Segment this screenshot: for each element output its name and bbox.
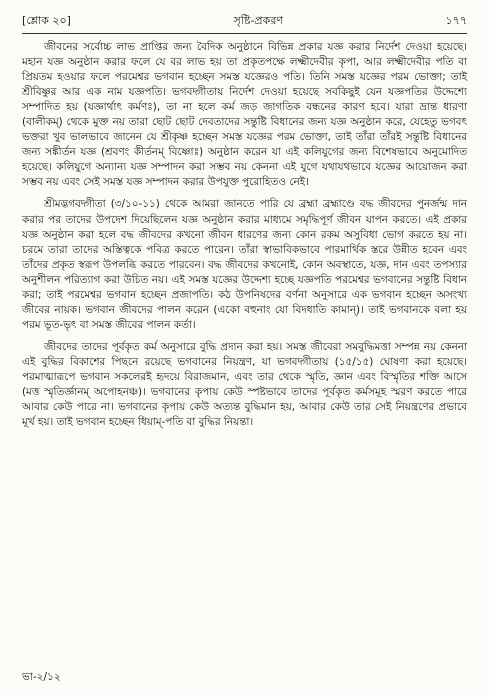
paragraph-2: শ্রীমদ্ভগবদ্গীতা (৩/১০-১১) থেকে আমরা জানতে পারি যে ব্রহ্মা ব্রহ্মাণ্ডে বদ্ধ জীবদের পুনর্জন্ম দান করার পর তাদের উপদেশ দিয়েছিলেন যজ্ঞ অনুষ্ঠান করার মাধ্যমে সমৃদ্ধিপূর্ণ জীবন যাপন করতে। এই প্রকার যজ্ঞ অনুষ্ঠান করা হলে বদ্ধ জীবদের কখনো জীবন ধারণের জন্য কোন রকম অসুবিধা ভোগ করতে হয় না। চরমে তারা তাদের অস্তিত্বকে পবিত্র করতে পারেন। তাঁরা স্বাভাবিকভাবে পারমার্থিক স্তরে উন্নীত হবেন এবং তাঁদের প্রকৃত স্বরূপ উপলব্ধি করতে পারবেন। বদ্ধ জীবদের কখনোই, কোন অবস্থাতে, যজ্ঞ, দান এবং তপস্যার অনুশীলন পরিত্যাগ করা উচিত নয়। এই সমস্ত যজ্ঞের উদ্দেশ্য হচ্ছে যজ্ঞপতি পরমেশ্বর ভগবানের সন্তুষ্টি বিধান করা; তাই পরমেশ্বর ভগবান হচ্ছেন প্রজাপতি। কঠ উপনিষদের বর্ণনা অনুসারে এক ভগবান হচ্ছেন অসংখ্য জীবের নায়ক। ভগবান জীবদের পালন করেন (একো বহুনাং যো বিদধাতি কামান্)। তাই ভগবানকে বলা হয় পরম ভূত-ভৃৎ বা সমস্ত জীবের পালন কর্তা। [22,198,467,331]
header-divider [22,33,467,34]
chapter-title: সৃষ্টি-প্রকরণ [233,14,284,27]
paragraph-3: জীবদের তাদের পূর্বকৃত কর্ম অনুসারে বুদ্ধি প্রদান করা হয়। সমস্ত জীবেরা সমবুদ্ধিমত্তা সম্পন্ন নয় কেননা এই বুদ্ধির বিকাশের পিছনে রয়েছে ভগবানের নিয়ন্ত্রণ, যা ভগবদ্গীতায় (১৫/১৫) ঘোষণা করা হয়েছে। পরমাত্মারূপে ভগবান সকলেরই হৃদয়ে বিরাজমান, এবং তার থেকে স্মৃতি, জ্ঞান এবং বিস্মৃতির শক্তি আসে (মত্ত স্মৃতির্জ্ঞানম্ অপোহনঞ্চ)। ভগবানের কৃপায় কেউ স্পষ্টভাবে তাদের পূর্বকৃত কর্মসমূহ স্মরণ করতে পারে আবার কেউ পারে না। ভগবানের কৃপায় কেউ অত্যন্ত বুদ্ধিমান হয়, আবার কেউ তার সেই নিয়ন্ত্রণের প্রভাবে মূর্খ হয়। তাই ভগবান হচ্ছেন ধিয়াম্-পতি বা বুদ্ধির নিয়ন্তা। [22,340,467,429]
page-header [22,14,467,28]
paragraph-1: জীবনের সর্বোচ্চ লাভ প্রাপ্তির জন্য বৈদিক অনুষ্ঠানে বিভিন্ন প্রকার যজ্ঞ করার নির্দেশ দেওয়া হয়েছে। মহান যজ্ঞ অনুষ্ঠান করার ফলে যে বর লাভ হয় তা প্রকৃতপক্ষে লক্ষ্মীদেবীর কৃপা, আর লক্ষ্মীদেবীর পতি বা প্রিয়তম হওয়ার ফলে পরমেশ্বর ভগবান হচ্ছেন সমস্ত যজ্ঞেরও পতি। তিনি সমস্ত যজ্ঞের পরম ভোক্তা; তাই শ্রীবিষ্ণুর আর এক নাম যজ্ঞপতি। ভগবদ্গীতায় নির্দেশ দেওয়া হয়েছে সবকিছুই যেন যজ্ঞপতির উদ্দেশ্যে সম্পাদিত হয় (যজ্ঞার্থাৎ কর্মণঃ), তা না হলে কর্ম জড় জাগতিক বন্ধনের কারণ হবে। যারা ভ্রান্ত ধারণা (বালীকম্) থেকে মুক্ত নয় তারা ছোট ছোট দেবতাদের সন্তুষ্টি বিধানের জন্য যজ্ঞ অনুষ্ঠান করে, যেহেতু ভগবৎ ভক্তরা খুব ভালভাবে জানেন যে শ্রীকৃষ্ণ হচ্ছেন সমস্ত যজ্ঞের পরম ভোক্তা, তাই তাঁরা তাঁরই সন্তুষ্টি বিধানের জন্য সঙ্কীর্তন যজ্ঞ (শ্রবণং কীর্তনম্ বিষ্ণোঃ) অনুষ্ঠান করেন যা এই কলিযুগের জন্য বিশেষভাবে অনুমোদিত হয়েছে। কলিযুগে অন্যান্য যজ্ঞ সম্পাদন করা সম্ভব নয় কেননা এই যুগে যথাযথভাবে যজ্ঞের আয়োজন করা সম্ভব নয় এবং সেই সমস্ত যজ্ঞ সম্পাদন করার উপযুক্ত পুরোহিতও নেই। [22,41,467,189]
page-number: ১৭৭ [445,14,467,27]
signature-mark: ভা-২/১২ [22,671,61,683]
paragraph-spacer [22,333,467,340]
verse-reference: [শ্লোক ২০] [22,14,71,27]
paragraph-spacer [22,190,467,197]
